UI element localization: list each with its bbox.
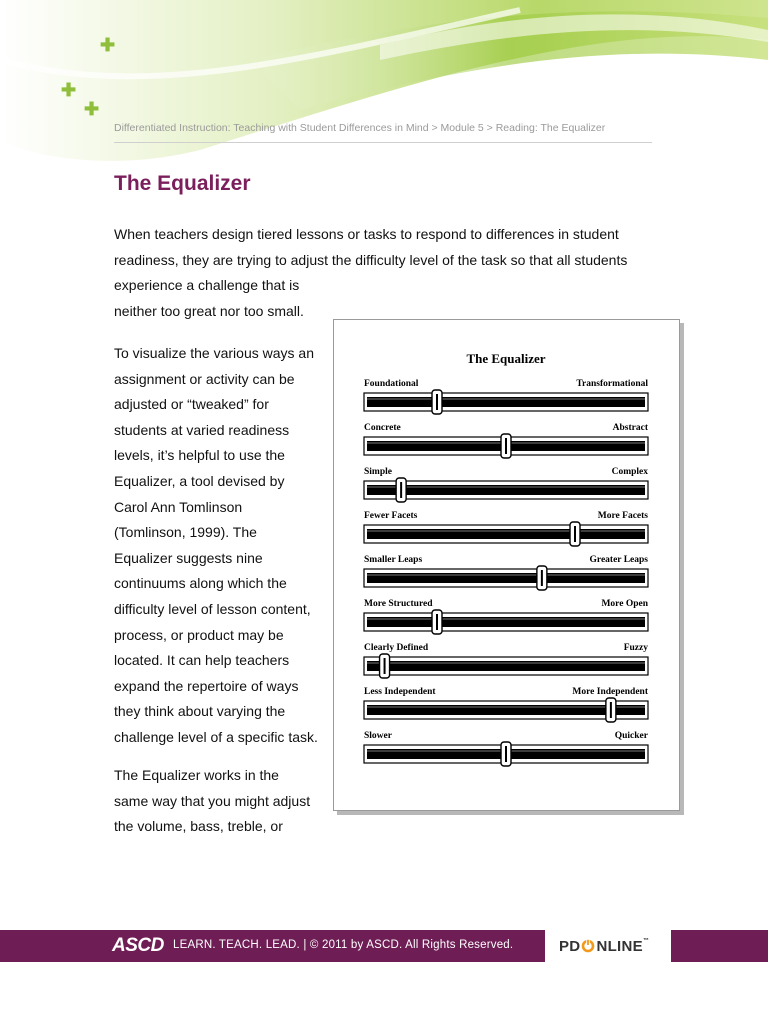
paragraph-intro xyxy=(114,222,627,324)
text-line: experience a challenge that is xyxy=(114,277,300,294)
slider-right-label: Abstract xyxy=(612,423,648,433)
text-line: levels, it’s helpful to use the xyxy=(114,447,285,464)
text-line: difficulty level of lesson content, xyxy=(114,600,311,617)
text-line: readiness, they are trying to adjust the difficulty level of the task so that all students xyxy=(114,251,628,268)
slider-left-label: Foundational xyxy=(364,379,419,389)
pd-online-logo xyxy=(545,930,671,962)
breadcrumb[interactable]: Differentiated Instruction: Teaching with Student Differences in Mind > Module 5 > Reading: The Equalizer xyxy=(114,122,606,134)
text-line: adjusted or “tweaked” for xyxy=(114,396,269,413)
footer-bar xyxy=(0,930,768,962)
slider-left-label: Smaller Leaps xyxy=(364,555,423,565)
text-line: process, or product may be xyxy=(114,626,284,643)
pd-online-brand: PD NLINE™ xyxy=(559,937,650,955)
text-line: Equalizer suggests nine xyxy=(114,549,263,566)
slider-right-label: Complex xyxy=(611,467,648,477)
plus-icon: ✚ xyxy=(100,35,116,55)
slider-left-label: Fewer Facets xyxy=(364,511,418,521)
text-line: expand the repertoire of ways xyxy=(114,677,299,694)
text-line: The Equalizer works in the xyxy=(114,767,279,783)
paragraph-visualize xyxy=(114,341,318,751)
ascd-logo: ASCD xyxy=(112,935,164,956)
equalizer-diagram xyxy=(334,320,679,810)
text-line: neither too great nor too small. xyxy=(114,302,304,319)
power-icon xyxy=(581,939,595,953)
paragraph-works xyxy=(114,763,310,840)
plus-icon: ✚ xyxy=(61,80,77,100)
slider-left-label: Less Independent xyxy=(364,687,436,697)
slider-right-label: Quicker xyxy=(614,731,648,741)
slider-right-label: More Independent xyxy=(572,687,648,697)
header-decoration xyxy=(0,0,768,170)
text-line: assignment or activity can be xyxy=(114,370,295,387)
slider-right-label: More Open xyxy=(601,599,648,609)
text-line: (Tomlinson, 1999). The xyxy=(114,524,257,541)
text-line: they think about varying the xyxy=(114,703,286,720)
slider-right-label: Greater Leaps xyxy=(589,555,648,565)
text-line: continuums along which the xyxy=(114,575,287,592)
text-line: Carol Ann Tomlinson xyxy=(114,498,243,515)
text-line: To visualize the various ways an xyxy=(114,345,314,361)
text-line: challenge level of a specific task. xyxy=(114,728,318,745)
text-line: same way that you might adjust xyxy=(114,792,311,809)
equalizer-title: The Equalizer xyxy=(466,351,546,366)
plus-icon: ✚ xyxy=(84,99,100,119)
page-title: The Equalizer xyxy=(114,172,251,195)
slider-right-label: Transformational xyxy=(576,379,648,389)
slider-right-label: More Facets xyxy=(597,511,648,521)
green-wave-graphic xyxy=(0,0,768,170)
slider-left-label: More Structured xyxy=(364,599,433,609)
slider-right-label: Fuzzy xyxy=(623,643,648,653)
slider-left-label: Slower xyxy=(364,731,392,741)
text-line: Equalizer, a tool devised by xyxy=(114,472,285,489)
slider-left-label: Simple xyxy=(364,467,392,477)
text-line: located. It can help teachers xyxy=(114,652,290,669)
slider-left-label: Clearly Defined xyxy=(364,643,429,653)
header-divider xyxy=(114,142,652,143)
text-line: When teachers design tiered lessons or tasks to respond to differences in student xyxy=(114,226,619,242)
equalizer-figure xyxy=(333,319,680,811)
text-line: students at varied readiness xyxy=(114,421,290,438)
slider-left-label: Concrete xyxy=(364,423,401,433)
text-line: the volume, bass, treble, or xyxy=(114,818,283,835)
footer-tagline: LEARN. TEACH. LEAD. | © 2011 by ASCD. All Rights Reserved. xyxy=(173,939,514,951)
